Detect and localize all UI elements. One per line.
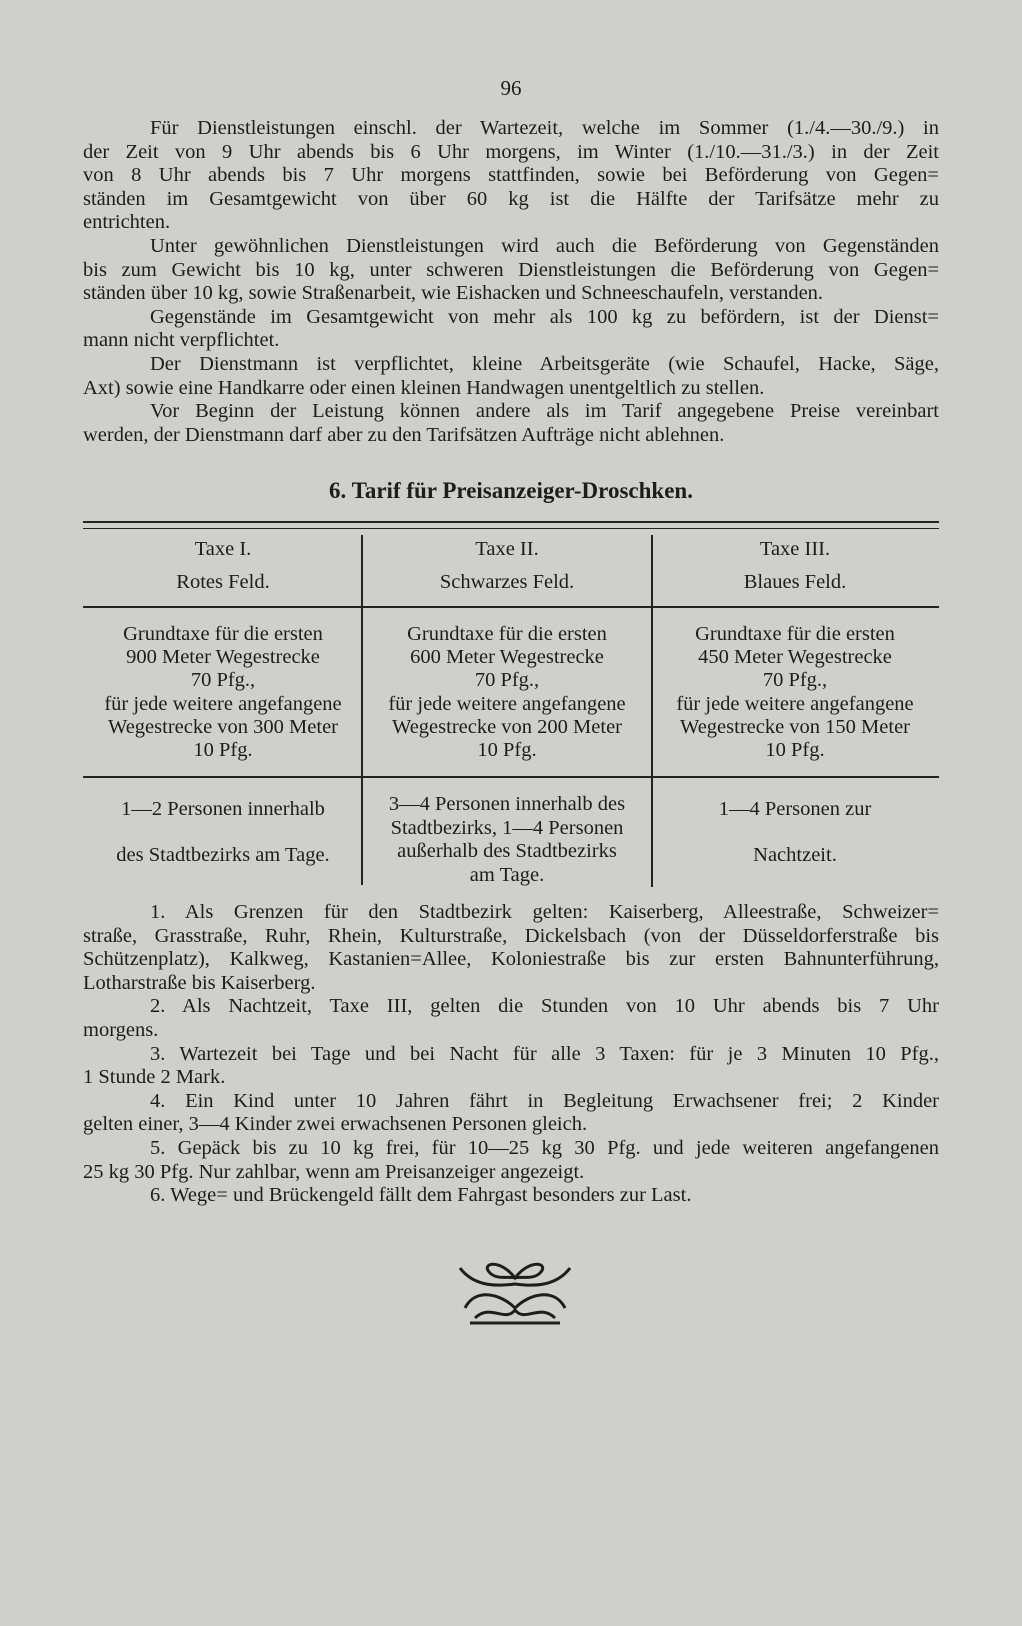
- rate-line: Grundtaxe für die ersten: [123, 623, 323, 645]
- rate-line: 900 Meter Wegestrecke: [126, 646, 320, 669]
- feld-label: Schwarzes Feld.: [439, 571, 575, 593]
- text-line: Der Dienstmann ist verpflichtet, kleine Arbeitsgeräte (wie Schaufel, Hacke, Säge,: [150, 352, 939, 375]
- text-line: Unter gewöhnlichen Dienstleistungen wird auch die Beförderung von Gegenständen: [150, 234, 939, 257]
- text-line: Für Dienstleistungen einschl. der Wartezeit, welche im Sommer (1./4.—30./9.) in: [150, 117, 939, 139]
- persons-line: außerhalb des Stadtbezirks: [397, 840, 617, 862]
- section-heading: 6. Tarif für Preisanzeiger-Droschken.: [329, 478, 693, 503]
- rate-line: für jede weitere angefangene: [104, 692, 342, 715]
- rate-line: 600 Meter Wegestrecke: [410, 646, 604, 669]
- table-header-rule: [83, 606, 939, 608]
- taxe-label: Taxe I.: [194, 538, 252, 560]
- text-line: gelten einer, 3—4 Kinder zwei erwachsenen Personen gleich.: [83, 1113, 588, 1136]
- rate-line: für jede weitere angefangene: [388, 692, 626, 715]
- persons-line: 1—2 Personen innerhalb: [121, 798, 325, 820]
- ornament-icon: [455, 1248, 575, 1328]
- table-top-rule: [83, 521, 939, 523]
- text-line: Vor Beginn der Leistung können andere als im Tarif angegebene Preise vereinbart: [150, 400, 939, 423]
- rate-line: für jede weitere angefangene: [676, 692, 914, 715]
- persons-line: des Stadtbezirks am Tage.: [116, 844, 330, 866]
- intro-text: [83, 117, 939, 447]
- text-line: ständen im Gesamtgewicht von über 60 kg ist die Hälfte der Tarifsätze mehr zu: [83, 187, 939, 210]
- text-line: von 8 Uhr abends bis 7 Uhr morgens stattfinden, sowie bei Beförderung von Gegen=: [83, 164, 939, 187]
- page-number: 96: [500, 76, 522, 100]
- rate-line: Wegestrecke von 200 Meter: [391, 715, 623, 738]
- notes: [83, 901, 939, 1208]
- rate-line: Grundtaxe für die ersten: [695, 623, 895, 645]
- text-line: werden, der Dienstmann darf aber zu den Tarifsätzen Aufträge nicht ablehnen.: [83, 423, 725, 446]
- persons-line: Stadtbezirks, 1—4 Personen: [390, 816, 624, 839]
- rate-line: Grundtaxe für die ersten: [407, 623, 607, 645]
- rate-line: 10 Pfg.: [477, 739, 537, 761]
- rate-line: 10 Pfg.: [193, 739, 253, 761]
- text-line: 25 kg 30 Pfg. Nur zahlbar, wenn am Preisanzeiger angezeigt.: [83, 1160, 585, 1183]
- rate-line: Wegestrecke von 150 Meter: [679, 715, 911, 738]
- text-line: mann nicht verpflichtet.: [83, 329, 280, 352]
- text-line: Gegenstände im Gesamtgewicht von mehr als 100 kg zu befördern, ist der Dienst=: [150, 305, 939, 328]
- feld-label: Blaues Feld.: [743, 571, 847, 593]
- taxe-label: Taxe III.: [759, 538, 831, 560]
- persons-line: 3—4 Personen innerhalb des: [388, 793, 626, 815]
- text-line: straße, Grasstraße, Ruhr, Rhein, Kulturstraße, Dickelsbach (von der Düsseldorferstraße bis: [83, 924, 939, 947]
- rate-line: 450 Meter Wegestrecke: [698, 646, 892, 669]
- rate-line: 70 Pfg.,: [190, 669, 256, 692]
- text-line: 6. Wege= und Brückengeld fällt dem Fahrgast besonders zur Last.: [150, 1184, 692, 1207]
- text-line: ständen über 10 kg, sowie Straßenarbeit, wie Eishacken und Schneeschaufeln, verstanden.: [83, 282, 824, 305]
- rate-line: Wegestrecke von 300 Meter: [107, 715, 339, 738]
- text-line: der Zeit von 9 Uhr abends bis 6 Uhr morgens, im Winter (1./10.—31./3.) in der Zeit: [83, 140, 939, 163]
- table-top-rule-thin: [83, 528, 939, 529]
- text-line: 3. Wartezeit bei Tage und bei Nacht für alle 3 Taxen: für je 3 Minuten 10 Pfg.,: [150, 1042, 939, 1065]
- text-line: Lotharstraße bis Kaiserberg.: [83, 971, 316, 994]
- text-line: 2. Als Nachtzeit, Taxe III, gelten die Stunden von 10 Uhr abends bis 7 Uhr: [150, 995, 939, 1018]
- text-line: 1. Als Grenzen für den Stadtbezirk gelten: Kaiserberg, Alleestraße, Schweizer=: [150, 901, 939, 923]
- persons-line: am Tage.: [469, 863, 545, 886]
- feld-label: Rotes Feld.: [176, 571, 270, 593]
- rate-line: 70 Pfg.,: [762, 669, 828, 692]
- text-line: 5. Gepäck bis zu 10 kg frei, für 10—25 kg 30 Pfg. und jede weiteren angefangenen: [150, 1136, 939, 1159]
- taxe-label: Taxe II.: [475, 538, 539, 560]
- text-line: 4. Ein Kind unter 10 Jahren fährt in Begleitung Erwachsener frei; 2 Kinder: [150, 1089, 939, 1112]
- text-line: Schützenplatz), Kalkweg, Kastanien=Allee, Koloniestraße bis zur ersten Bahnunterführung,: [83, 948, 939, 971]
- persons-line: Nachtzeit.: [753, 844, 837, 866]
- text-line: Axt) sowie eine Handkarre oder einen kleinen Handwagen unentgeltlich zu stellen.: [83, 376, 765, 399]
- table-row-rule: [83, 776, 939, 778]
- rate-line: 70 Pfg.,: [474, 669, 540, 692]
- column-divider: [651, 535, 653, 887]
- text-line: bis zum Gewicht bis 10 kg, unter schweren Dienstleistungen die Beförderung von Gegen=: [83, 258, 939, 281]
- text-line: 1 Stunde 2 Mark.: [83, 1066, 226, 1089]
- text-line: morgens.: [83, 1018, 159, 1041]
- persons-line: 1—4 Personen zur: [718, 798, 872, 820]
- text-line: entrichten.: [83, 211, 171, 234]
- rate-line: 10 Pfg.: [765, 739, 825, 761]
